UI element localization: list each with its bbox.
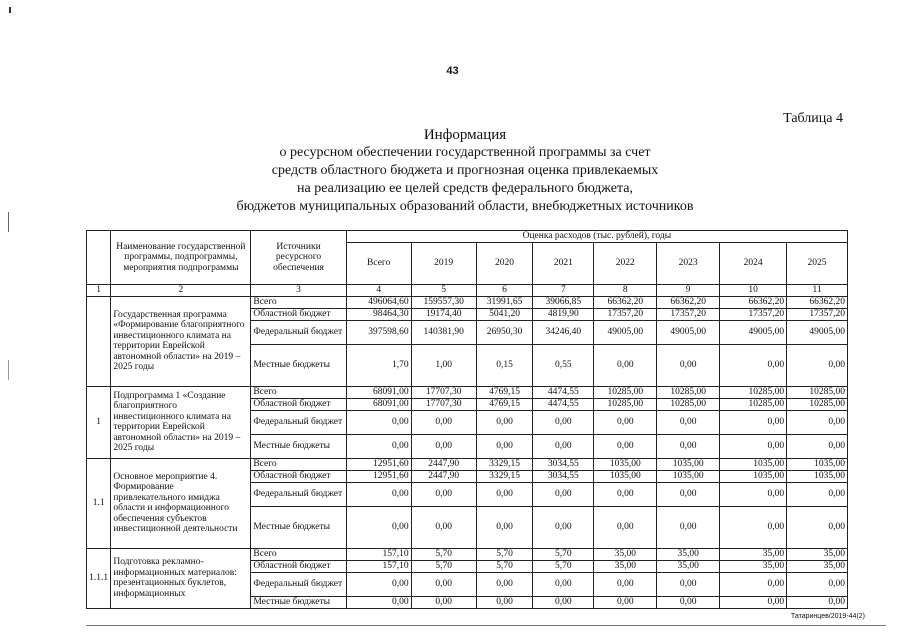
amount-cell: 49005,00 <box>657 320 720 344</box>
table-row <box>87 386 848 398</box>
table-body <box>87 296 848 608</box>
amount-cell: 10285,00 <box>594 398 657 410</box>
amount-cell: 159557,30 <box>411 296 476 308</box>
amount-cell: 17707,30 <box>411 398 476 410</box>
header-year: 2025 <box>787 243 848 285</box>
amount-cell: 34246,40 <box>533 320 594 344</box>
table-row <box>87 296 848 308</box>
amount-cell: 0,00 <box>533 596 594 608</box>
column-number: 1 <box>87 285 111 297</box>
amount-cell: 157,10 <box>346 560 411 572</box>
amount-cell: 0,00 <box>594 572 657 596</box>
amount-cell: 0,00 <box>346 434 411 458</box>
amount-cell: 2447,90 <box>411 470 476 482</box>
amount-cell: 0,00 <box>787 410 848 434</box>
amount-cell: 68091,00 <box>346 398 411 410</box>
amount-cell: 1035,00 <box>787 470 848 482</box>
amount-cell: 66362,20 <box>594 296 657 308</box>
amount-cell: 0,00 <box>594 434 657 458</box>
amount-cell: 0,00 <box>720 596 787 608</box>
funding-source: Местные бюджеты <box>251 434 346 458</box>
amount-cell: 0,00 <box>787 482 848 506</box>
funding-source: Местные бюджеты <box>251 506 346 548</box>
amount-cell: 19174,40 <box>411 308 476 320</box>
amount-cell: 49005,00 <box>787 320 848 344</box>
amount-cell: 10285,00 <box>787 398 848 410</box>
funding-source: Областной бюджет <box>251 398 346 410</box>
amount-cell: 0,00 <box>533 482 594 506</box>
header-year: 2024 <box>720 243 787 285</box>
amount-cell: 35,00 <box>657 560 720 572</box>
amount-cell: 0,00 <box>594 482 657 506</box>
amount-cell: 4474,55 <box>533 386 594 398</box>
item-name: Основное мероприятие 4. Формирование привлекательного имиджа области и информационного обеспечения субъектов инвестиционной деятельности <box>111 458 251 548</box>
amount-cell: 0,00 <box>411 596 476 608</box>
amount-cell: 0,00 <box>720 410 787 434</box>
amount-cell: 35,00 <box>594 548 657 560</box>
amount-cell: 0,00 <box>411 506 476 548</box>
header-index <box>87 231 111 285</box>
title-line: о ресурсном обеспечении государственной программы за счет <box>279 145 651 160</box>
amount-cell: 10285,00 <box>657 386 720 398</box>
row-index: 1.1 <box>87 458 111 548</box>
table-row <box>87 458 848 470</box>
amount-cell: 140381,90 <box>411 320 476 344</box>
amount-cell: 3034,55 <box>533 470 594 482</box>
header-year: 2021 <box>533 243 594 285</box>
amount-cell: 0,00 <box>346 506 411 548</box>
amount-cell: 0,00 <box>720 482 787 506</box>
amount-cell: 0,00 <box>787 434 848 458</box>
header-year: 2022 <box>594 243 657 285</box>
column-number: 3 <box>251 285 346 297</box>
header-total: Всего <box>346 243 411 285</box>
amount-cell: 496064,60 <box>346 296 411 308</box>
header-year: 2019 <box>411 243 476 285</box>
amount-cell: 157,10 <box>346 548 411 560</box>
amount-cell: 0,00 <box>533 506 594 548</box>
funding-source: Местные бюджеты <box>251 596 346 608</box>
amount-cell: 17707,30 <box>411 386 476 398</box>
amount-cell: 4819,90 <box>533 308 594 320</box>
amount-cell: 5,70 <box>533 560 594 572</box>
amount-cell: 0,00 <box>346 482 411 506</box>
amount-cell: 4769,15 <box>476 398 533 410</box>
amount-cell: 0,00 <box>594 410 657 434</box>
amount-cell: 26950,30 <box>476 320 533 344</box>
item-name: Подготовка рекламно-информационных материалов: презентационных буклетов, информационных <box>111 548 251 608</box>
amount-cell: 0,00 <box>476 482 533 506</box>
amount-cell: 12951,60 <box>346 470 411 482</box>
funding-source: Всего <box>251 296 346 308</box>
amount-cell: 5,70 <box>411 560 476 572</box>
funding-source: Областной бюджет <box>251 470 346 482</box>
amount-cell: 4474,55 <box>533 398 594 410</box>
amount-cell: 1035,00 <box>720 458 787 470</box>
amount-cell: 31991,65 <box>476 296 533 308</box>
amount-cell: 0,00 <box>657 506 720 548</box>
amount-cell: 12951,60 <box>346 458 411 470</box>
amount-cell: 10285,00 <box>720 398 787 410</box>
column-number: 5 <box>411 285 476 297</box>
amount-cell: 35,00 <box>720 548 787 560</box>
amount-cell: 0,55 <box>533 344 594 386</box>
bottom-rule <box>86 625 886 626</box>
amount-cell: 5,70 <box>411 548 476 560</box>
amount-cell: 17357,20 <box>787 308 848 320</box>
amount-cell: 2447,90 <box>411 458 476 470</box>
title-line: средств областного бюджета и прогнозная оценка привлекаемых <box>271 163 659 178</box>
amount-cell: 4769,15 <box>476 386 533 398</box>
funding-source: Всего <box>251 386 346 398</box>
amount-cell: 1035,00 <box>594 458 657 470</box>
amount-cell: 0,00 <box>476 506 533 548</box>
amount-cell: 3329,15 <box>476 458 533 470</box>
column-number: 2 <box>111 285 251 297</box>
amount-cell: 0,15 <box>476 344 533 386</box>
amount-cell: 35,00 <box>594 560 657 572</box>
funding-source: Федеральный бюджет <box>251 410 346 434</box>
amount-cell: 66362,20 <box>657 296 720 308</box>
amount-cell: 3329,15 <box>476 470 533 482</box>
amount-cell: 0,00 <box>787 506 848 548</box>
amount-cell: 35,00 <box>787 560 848 572</box>
amount-cell: 68091,00 <box>346 386 411 398</box>
amount-cell: 1035,00 <box>657 458 720 470</box>
amount-cell: 0,00 <box>657 344 720 386</box>
amount-cell: 10285,00 <box>787 386 848 398</box>
header-estimate: Оценка расходов (тыс. рублей), годы <box>346 231 847 243</box>
amount-cell: 0,00 <box>657 596 720 608</box>
amount-cell: 0,00 <box>476 410 533 434</box>
funding-source: Федеральный бюджет <box>251 482 346 506</box>
amount-cell: 0,00 <box>411 482 476 506</box>
document-title <box>160 126 770 216</box>
scan-mark-top <box>9 7 11 13</box>
title-heading: Информация <box>423 127 507 143</box>
amount-cell: 0,00 <box>476 434 533 458</box>
amount-cell: 3034,55 <box>533 458 594 470</box>
amount-cell: 1,70 <box>346 344 411 386</box>
amount-cell: 0,00 <box>720 434 787 458</box>
header-source: Источники ресурсного обеспечения <box>251 231 346 285</box>
page-number: 43 <box>446 65 459 77</box>
amount-cell: 0,00 <box>720 506 787 548</box>
amount-cell: 0,00 <box>657 410 720 434</box>
header-year: 2020 <box>476 243 533 285</box>
amount-cell: 0,00 <box>657 572 720 596</box>
amount-cell: 10285,00 <box>657 398 720 410</box>
amount-cell: 35,00 <box>787 548 848 560</box>
amount-cell: 0,00 <box>787 572 848 596</box>
amount-cell: 5,70 <box>476 560 533 572</box>
amount-cell: 0,00 <box>787 596 848 608</box>
amount-cell: 0,00 <box>411 434 476 458</box>
funding-source: Всего <box>251 458 346 470</box>
table-label: Таблица 4 <box>783 111 843 126</box>
column-number: 10 <box>720 285 787 297</box>
amount-cell: 0,00 <box>346 410 411 434</box>
footer-reference: Татаринцев/2019-44(2) <box>790 613 865 620</box>
funding-source: Местные бюджеты <box>251 344 346 386</box>
amount-cell: 17357,20 <box>594 308 657 320</box>
row-index <box>87 296 111 386</box>
amount-cell: 0,00 <box>594 506 657 548</box>
table-row <box>87 548 848 560</box>
item-name: Государственная программа «Формирование благоприятного инвестиционного климата на территории Еврейской автономной области» на 2019 – 2025 годы <box>111 296 251 386</box>
amount-cell: 0,00 <box>411 410 476 434</box>
funding-source: Всего <box>251 548 346 560</box>
amount-cell: 0,00 <box>720 344 787 386</box>
scan-margin-line <box>8 212 9 232</box>
amount-cell: 0,00 <box>533 434 594 458</box>
amount-cell: 0,00 <box>533 410 594 434</box>
amount-cell: 1,00 <box>411 344 476 386</box>
amount-cell: 0,00 <box>411 572 476 596</box>
amount-cell: 0,00 <box>657 482 720 506</box>
amount-cell: 0,00 <box>787 344 848 386</box>
amount-cell: 0,00 <box>657 434 720 458</box>
amount-cell: 1035,00 <box>657 470 720 482</box>
resource-table <box>86 230 848 609</box>
row-index: 1 <box>87 386 111 458</box>
amount-cell: 66362,20 <box>720 296 787 308</box>
amount-cell: 0,00 <box>594 596 657 608</box>
amount-cell: 35,00 <box>720 560 787 572</box>
item-name: Подпрограмма 1 «Создание благоприятного инвестиционного климата на территории Еврейской автономной области» на 2019 – 2025 годы <box>111 386 251 458</box>
funding-source: Областной бюджет <box>251 560 346 572</box>
row-index: 1.1.1 <box>87 548 111 608</box>
amount-cell: 5041,20 <box>476 308 533 320</box>
column-number: 9 <box>657 285 720 297</box>
funding-source: Федеральный бюджет <box>251 572 346 596</box>
amount-cell: 98464,30 <box>346 308 411 320</box>
amount-cell: 0,00 <box>720 572 787 596</box>
amount-cell: 5,70 <box>533 548 594 560</box>
column-number: 6 <box>476 285 533 297</box>
amount-cell: 49005,00 <box>720 320 787 344</box>
amount-cell: 1035,00 <box>594 470 657 482</box>
header-name: Наименование государственной программы, подпрограммы, мероприятия подпрограммы <box>111 231 251 285</box>
amount-cell: 0,00 <box>346 596 411 608</box>
amount-cell: 10285,00 <box>720 386 787 398</box>
title-line: бюджетов муниципальных образований области, внебюджетных источников <box>236 199 694 214</box>
amount-cell: 0,00 <box>533 572 594 596</box>
amount-cell: 1035,00 <box>720 470 787 482</box>
amount-cell: 66362,20 <box>787 296 848 308</box>
amount-cell: 0,00 <box>594 344 657 386</box>
amount-cell: 0,00 <box>346 572 411 596</box>
amount-cell: 1035,00 <box>787 458 848 470</box>
amount-cell: 5,70 <box>476 548 533 560</box>
amount-cell: 17357,20 <box>720 308 787 320</box>
funding-source: Федеральный бюджет <box>251 320 346 344</box>
scan-margin-line-lower <box>8 360 9 380</box>
amount-cell: 35,00 <box>657 548 720 560</box>
column-number: 8 <box>594 285 657 297</box>
amount-cell: 10285,00 <box>594 386 657 398</box>
column-number: 4 <box>346 285 411 297</box>
funding-source: Областной бюджет <box>251 308 346 320</box>
amount-cell: 49005,00 <box>594 320 657 344</box>
amount-cell: 0,00 <box>476 572 533 596</box>
amount-cell: 397598,60 <box>346 320 411 344</box>
title-line: на реализацию ее целей средств федерального бюджета, <box>297 181 633 196</box>
column-number: 7 <box>533 285 594 297</box>
amount-cell: 0,00 <box>476 596 533 608</box>
amount-cell: 17357,20 <box>657 308 720 320</box>
header-year: 2023 <box>657 243 720 285</box>
column-number: 11 <box>787 285 848 297</box>
amount-cell: 39066,85 <box>533 296 594 308</box>
